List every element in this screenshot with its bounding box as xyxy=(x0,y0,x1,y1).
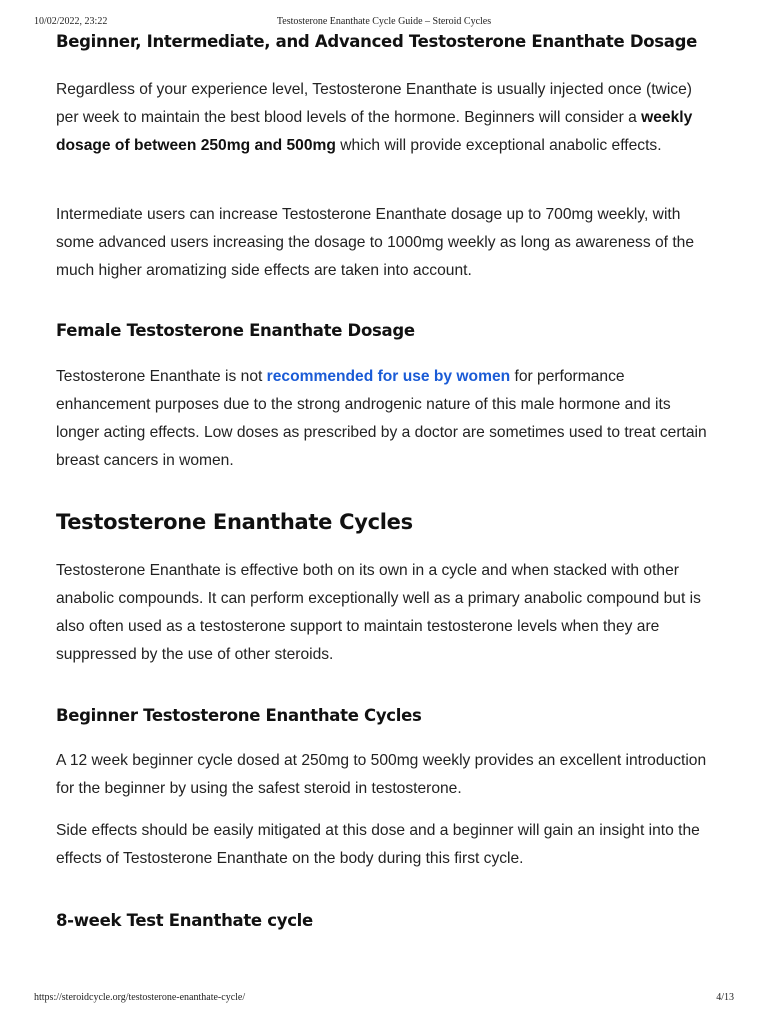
beginner-paragraph-2: Side effects should be easily mitigated at this dose and a beginner will gain an insight into the effects of Testosterone Enanthate on the body during this first cycle. xyxy=(56,822,700,867)
female-paragraph xyxy=(56,363,712,475)
female-paragraph-wrap xyxy=(56,363,712,475)
eight-week-heading: 8-week Test Enanthate cycle xyxy=(56,911,313,930)
recommended-for-women-link[interactable]: recommended for use by women xyxy=(266,368,511,385)
dosage-p1-text-a: Regardless of your experience level, Testosterone Enanthate is usually injected once (twice) per week to maintain the best blood levels of the hormone. Beginners will consider a xyxy=(56,81,692,126)
dosage-paragraph-2-wrap xyxy=(56,201,712,285)
beginner-cycles-heading: Beginner Testosterone Enanthate Cycles xyxy=(56,706,422,725)
print-url: https://steroidcycle.org/testosterone-enanthate-cycle/ xyxy=(34,992,246,1003)
female-p-text-a: Testosterone Enanthate is not xyxy=(56,368,267,385)
female-p-text-b: for performance enhancement purposes due to the strong androgenic nature of this male hormone and its longer acting effects. Low doses as prescribed by a doctor are sometimes used to treat certain breast cancers in women. xyxy=(56,368,707,469)
cycles-paragraph-wrap xyxy=(56,557,712,669)
eight-week-heading-wrap xyxy=(56,911,712,930)
dosage-p1-bold: weekly dosage of between 250mg and 500mg xyxy=(56,109,693,154)
beginner-heading-wrap xyxy=(56,706,712,725)
print-page-title: Testosterone Enanthate Cycle Guide – Steroid Cycles xyxy=(276,16,492,27)
female-dosage-heading: Female Testosterone Enanthate Dosage xyxy=(56,321,415,340)
dosage-p1-text-b: which will provide exceptional anabolic effects. xyxy=(335,137,662,154)
print-datetime: 10/02/2022, 23:22 xyxy=(34,16,108,27)
beginner-paragraph-1-wrap xyxy=(56,747,712,803)
print-header xyxy=(34,16,734,27)
dosage-section xyxy=(56,32,712,51)
female-heading-wrap xyxy=(56,321,712,340)
dosage-heading: Beginner, Intermediate, and Advanced Testosterone Enanthate Dosage xyxy=(56,32,698,51)
cycles-heading-wrap xyxy=(56,510,712,534)
beginner-paragraph-2-wrap xyxy=(56,817,712,873)
print-footer xyxy=(34,992,734,1003)
dosage-paragraph-1-wrap xyxy=(56,76,712,160)
print-page-number: 4/13 xyxy=(716,992,734,1003)
beginner-paragraph-1: A 12 week beginner cycle dosed at 250mg to 500mg weekly provides an excellent introduction for the beginner by using the safest steroid in testosterone. xyxy=(56,752,707,797)
cycles-heading: Testosterone Enanthate Cycles xyxy=(56,510,413,534)
dosage-paragraph-1 xyxy=(56,76,712,160)
dosage-paragraph-2: Intermediate users can increase Testosterone Enanthate dosage up to 700mg weekly, with some advanced users increasing the dosage to 1000mg weekly as long as awareness of the much higher aromatizing side effects are taken into account. xyxy=(56,206,694,279)
cycles-paragraph: Testosterone Enanthate is effective both on its own in a cycle and when stacked with other anabolic compounds. It can perform exceptionally well as a primary anabolic compound but is also often used as a testosterone support to maintain testosterone levels when they are suppressed by the use of other steroids. xyxy=(56,562,701,663)
